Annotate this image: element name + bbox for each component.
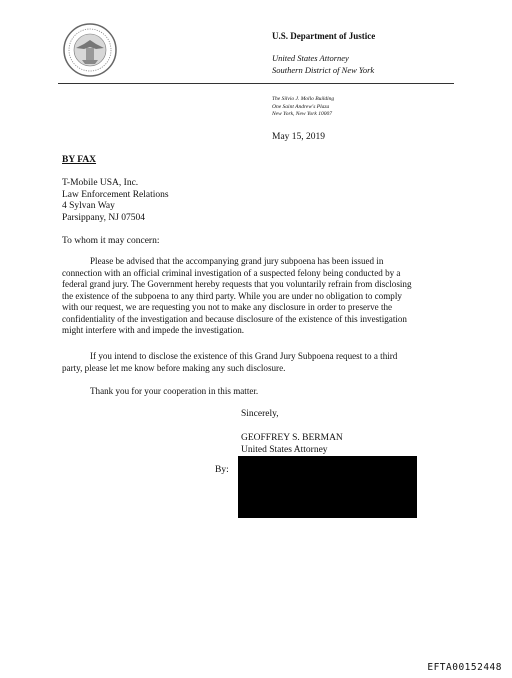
- paragraph-line: Thank you for your cooperation in this matter.: [90, 386, 259, 396]
- signer-title: United States Attorney: [241, 444, 328, 455]
- paragraph-line: If you intend to disclose the existence of this Grand Jury Subpoena request to a third: [90, 351, 398, 361]
- address-line: One Saint Andrew's Plaza: [272, 103, 330, 110]
- paragraph-line: connection with an official criminal investigation of a suspected felony being conducted by a: [62, 267, 401, 278]
- paragraph-line: might interfere with and impede the investigation.: [62, 325, 245, 335]
- department-name: U.S. Department of Justice: [272, 31, 376, 41]
- delivery-method: BY FAX: [62, 155, 97, 165]
- signature-label: By:: [215, 465, 229, 475]
- office-name: [272, 52, 374, 76]
- letterhead-divider: [58, 83, 454, 84]
- recipient-address: [62, 178, 169, 224]
- signer-name: GEOFFREY S. BERMAN: [241, 433, 343, 443]
- address-line: New York, New York 10007: [272, 111, 332, 117]
- doj-seal-icon: [62, 22, 118, 78]
- office-address: [272, 96, 334, 119]
- redacted-signature: [238, 456, 417, 518]
- paragraph-line: confidentiality of the investigation and because disclosure of the existence of this investigation: [62, 313, 407, 324]
- document-id: EFTA00152448: [427, 662, 502, 673]
- office-line: Southern District of New York: [272, 65, 375, 75]
- recipient-line: Parsippany, NJ 07504: [62, 212, 146, 223]
- letter-date: May 15, 2019: [272, 132, 326, 142]
- recipient-line: Law Enforcement Relations: [62, 189, 169, 200]
- signer-block: [241, 433, 343, 456]
- recipient-line: 4 Sylvan Way: [62, 201, 115, 211]
- salutation: To whom it may concern:: [62, 236, 160, 246]
- paragraph-line: Please be advised that the accompanying grand jury subpoena has been issued in: [90, 256, 384, 266]
- paragraph-line: the existence of the subpoena to any third party. While you are under no obligation to comply: [62, 290, 402, 301]
- body-paragraph: [62, 386, 258, 398]
- paragraph-line: party, please let me know before making any such disclosure.: [62, 362, 286, 373]
- body-paragraph: [62, 256, 412, 337]
- address-line: The Silvio J. Mollo Building: [272, 96, 335, 102]
- closing: Sincerely,: [241, 409, 279, 419]
- office-line: United States Attorney: [272, 53, 349, 63]
- paragraph-line: with our request, we are requesting you not to make any disclosure in order to preserve the: [62, 302, 393, 312]
- body-paragraph: [62, 351, 397, 374]
- recipient-line: T-Mobile USA, Inc.: [62, 178, 139, 188]
- paragraph-line: federal grand jury. The Government hereby requests that you voluntarily refrain from disclosing: [62, 279, 412, 289]
